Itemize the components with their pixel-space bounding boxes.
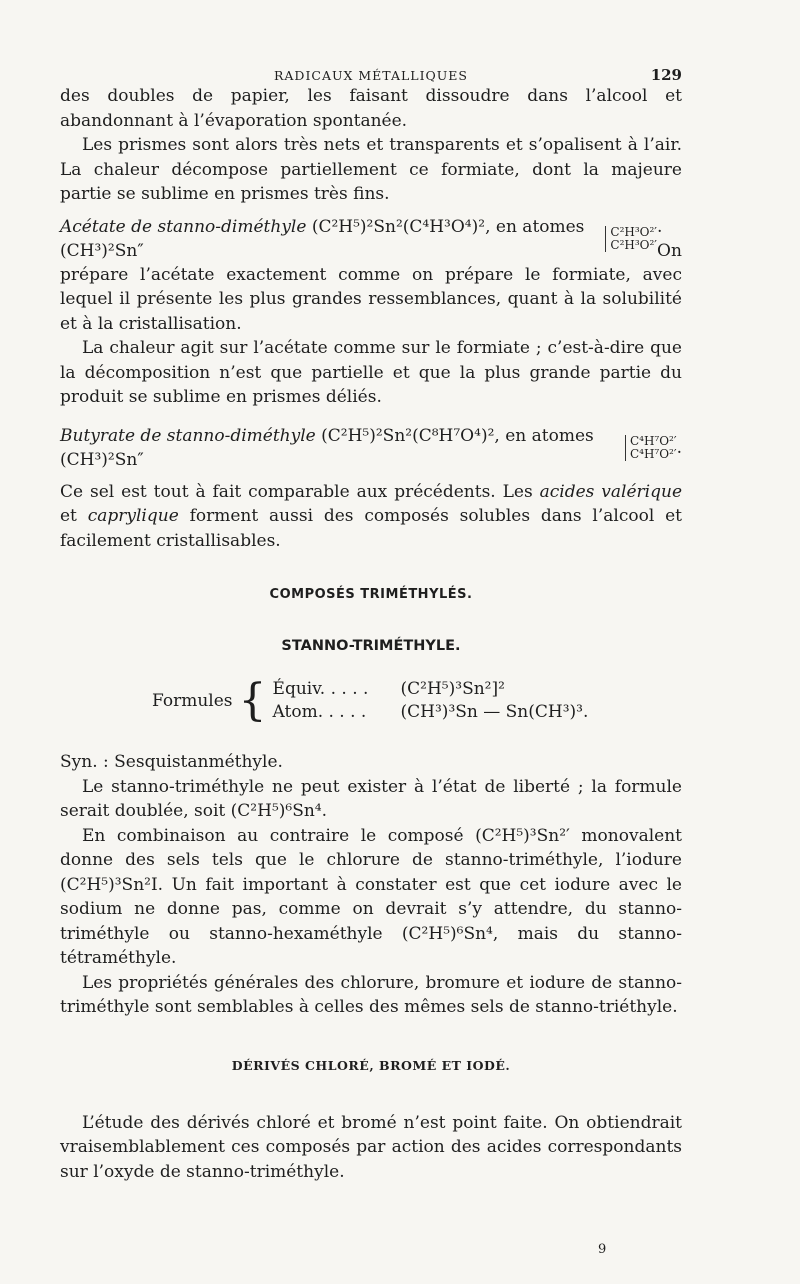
derives-title: DÉRIVÉS CHLORÉ, BROMÉ ET IODÉ. [231, 1057, 511, 1073]
butyrate-brace [625, 435, 677, 461]
paragraph: des doubles de papier, les faisant dissoudre dans l’alcool et abandonnant à l’évaporation spontanée. [60, 86, 682, 131]
formules-table [273, 678, 589, 724]
paragraph: prépare l’acétate exactement comme on prépare le formiate, avec lequel il présente les plus grandes ressemblances, quant à la solubilité et à la cristallisation. [60, 264, 682, 334]
butyrate-brace-bottom: C⁴H⁷O²′ [629, 446, 677, 461]
brace-glyph: { [238, 675, 267, 726]
paragraph: Le stanno-triméthyle ne peut exister à l’état de liberté ; la formule serait doublée, soit (C²H⁵)⁶Sn⁴. [60, 776, 682, 821]
paragraph [60, 480, 682, 554]
acid-caprylique: caprylique [87, 506, 179, 526]
formules-block [152, 675, 682, 726]
page-body [60, 58, 682, 1184]
section-title: COMPOSÉS TRIMÉTHYLÉS. [269, 587, 473, 602]
paragraph: En combinaison au contraire le composé (C²H⁵)³Sn²′ monovalent donne des sels tels que le chlorure de stanno-triméthyle, l’iodure (C²H⁵)³Sn²I. Un fait important à constater est que cet iodure avec le sodium ne donne pas, comme on devrait s’y attendre, du stanno-triméthyle ou stanno-hexaméthyle (C²H⁵)⁶Sn⁴, mais du stanno-tétraméthyle. [60, 825, 682, 968]
text-run: forment aussi des composés solubles dans l’alcool et facilement cristallisables. [60, 506, 682, 551]
acid-valerique: acides valérique [539, 481, 683, 502]
acetate-formula-line [60, 215, 682, 263]
acetate-brace-bottom: C²H³O²′ [610, 237, 658, 252]
equiv-value: (C²H⁵)³Sn²]² [400, 679, 505, 699]
butyrate-brace-top: C⁴H⁷O²′ [629, 433, 677, 448]
synonym: Syn. : Sesquistanméthyle. [60, 752, 283, 772]
paragraph: Les propriétés générales des chlorure, bromure et iodure de stanno-triméthyle sont semblables à celles des mêmes sels de stanno-triéthyle. [60, 972, 682, 1017]
acetate-atoms: en atomes (CH³)²Sn″ [60, 216, 585, 261]
page-number: 129 [650, 66, 682, 84]
paragraph: Les prismes sont alors très nets et transparents et s’opalisent à l’air. La chaleur décompose partiellement ce formiate, dont la majeure partie se sublime en prismes très fins. [60, 135, 682, 204]
paragraph: L’étude des dérivés chloré et bromé n’est point faite. On obtiendrait vraisemblablement ces composés par action des acides correspondants sur l’oxyde de stanno-triméthyle. [60, 1112, 682, 1182]
acetate-trail: . On [657, 216, 682, 261]
text-run: et [60, 506, 88, 526]
atom-value: (CH³)³Sn — Sn(CH³)³. [400, 702, 589, 722]
butyrate-atoms: en atomes (CH³)²Sn″ [60, 425, 594, 470]
butyrate-trail: . [676, 437, 682, 458]
acetate-brace [605, 226, 657, 252]
running-title: RADICAUX MÉTALLIQUES [273, 68, 468, 83]
acetate-formula: (C²H⁵)²Sn²(C⁴H³O⁴)², [311, 216, 491, 237]
formules-label: Formules [152, 691, 233, 711]
acetate-brace-top: C²H³O²′ [610, 224, 658, 239]
butyrate-formula-line [60, 424, 682, 472]
butyrate-formula: (C²H⁵)²Sn²(C⁸H⁷O⁴)², [321, 425, 500, 446]
acetate-name: Acétate de stanno-diméthyle [60, 216, 307, 237]
paragraph: La chaleur agit sur l’acétate comme sur le formiate ; c’est-à-dire que la décomposition n’est que partielle et que la plus grande partie du produit se sublime en prismes déliés. [60, 338, 682, 407]
equiv-label: Équiv. . . . . [272, 679, 369, 699]
atom-label: Atom. . . . . [272, 702, 367, 722]
running-head [60, 58, 682, 84]
subsection-title: STANNO-TRIMÉTHYLE. [281, 638, 461, 654]
butyrate-name: Butyrate de stanno-diméthyle [60, 425, 316, 446]
text-run: Ce sel est tout à fait comparable aux précédents. Les [60, 481, 540, 502]
signature-mark: 9 [598, 1242, 607, 1257]
